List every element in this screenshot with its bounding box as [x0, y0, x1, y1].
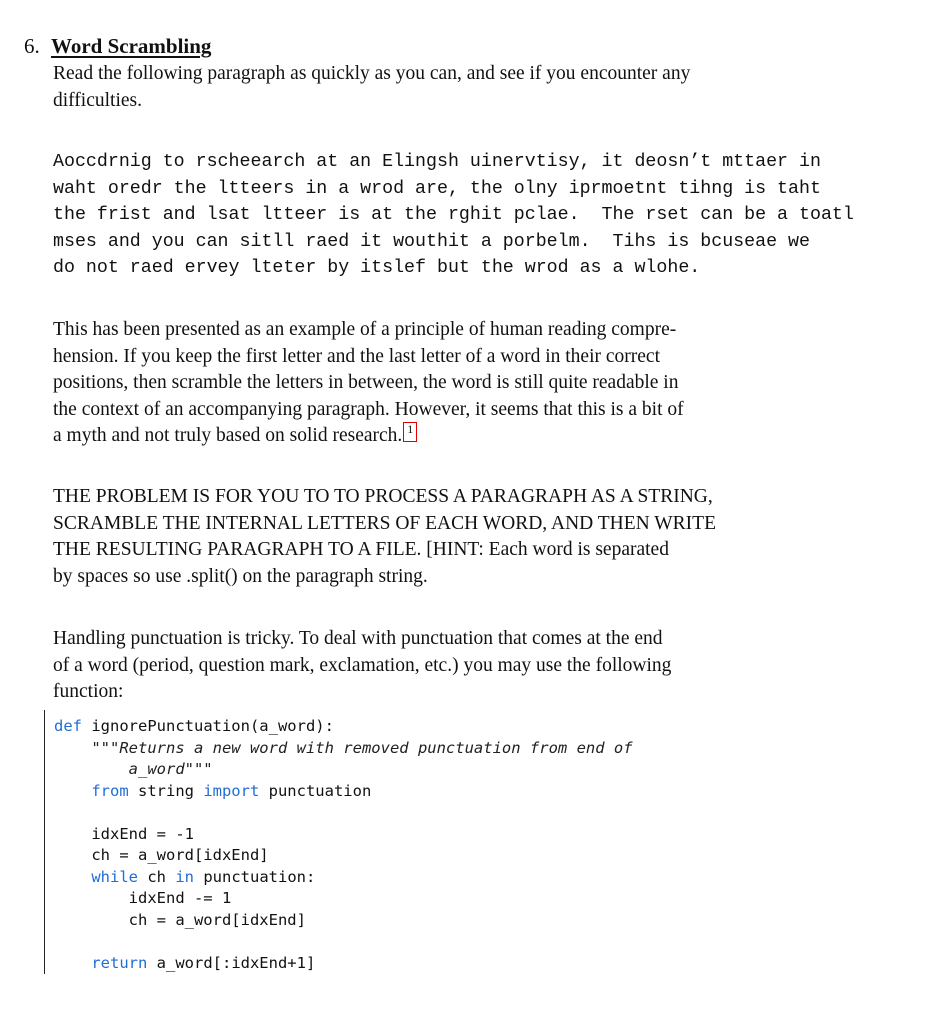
explanation-paragraph	[53, 317, 853, 450]
text-line: THE PROBLEM IS FOR YOU TO TO PROCESS A PARAGRAPH AS A STRING,	[53, 486, 713, 507]
text-line: waht oredr the ltteers in a wrod are, the olny iprmoetnt tihng is taht	[53, 178, 821, 199]
text-line: do not raed ervey lteter by itslef but the wrod as a wlohe.	[53, 258, 701, 279]
code-docstring-line: a_word"""	[54, 760, 213, 778]
code-keyword: def	[54, 717, 82, 735]
text-line: THE RESULTING PARAGRAPH TO A FILE. [HINT: Each word is separated	[53, 539, 669, 560]
code-line	[54, 781, 633, 803]
code-keyword: in	[175, 867, 194, 886]
text-line: Handling punctuation is tricky. To deal with punctuation that comes at the end	[53, 628, 663, 649]
code-line	[54, 867, 633, 889]
text-line: the frist and lsat ltteer is at the rghit pclae. The rset can be a toatl	[53, 205, 854, 226]
code-indent	[54, 954, 91, 972]
code-docstring-line: """Returns a new word with removed punctuation from end of	[54, 738, 633, 757]
code-line	[54, 953, 633, 975]
text-line-content: a myth and not truly based on solid research.	[53, 425, 403, 446]
text-line: the context of an accompanying paragraph. However, it seems that this is a bit of	[53, 398, 684, 420]
section-title: Word Scrambling	[51, 34, 212, 58]
intro-paragraph	[53, 61, 853, 114]
text-line: This has been presented as an example of a principle of human reading compre-	[53, 319, 677, 340]
code-line: idxEnd = -1	[54, 824, 194, 843]
code-keyword: from	[91, 781, 129, 800]
punctuation-paragraph	[53, 626, 853, 706]
code-line: idxEnd -= 1	[54, 889, 232, 907]
code-line: ch = a_word[idxEnd]	[54, 910, 306, 929]
text-line	[53, 423, 853, 450]
code-line: ch = a_word[idxEnd]	[54, 846, 269, 864]
text-line: Read the following paragraph as quickly as you can, and see if you encounter any	[53, 63, 691, 84]
scrambled-paragraph	[53, 149, 854, 282]
text-line: of a word (period, question mark, exclamation, etc.) you may use the following	[53, 654, 672, 676]
code-indent	[54, 868, 91, 886]
text-line: SCRAMBLE THE INTERNAL LETTERS OF EACH WORD, AND THEN WRITE	[53, 512, 716, 534]
code-blank-line	[54, 931, 633, 953]
text-line: function:	[53, 681, 124, 702]
code-text: punctuation:	[194, 867, 316, 886]
text-line: by spaces so use .split() on the paragraph string.	[53, 565, 428, 587]
code-indent	[54, 782, 91, 800]
text-line: mses and you can sitll raed it wouthit a porbelm. Tihs is bcuseae we	[53, 231, 810, 252]
code-text: ignorePunctuation(a_word):	[82, 717, 334, 735]
footnote-link[interactable]: 1	[403, 422, 417, 442]
code-text: string	[128, 781, 204, 800]
code-line	[54, 716, 633, 738]
text-line: Aoccdrnig to rscheearch at an Elingsh uinervtisy, it deosn’t mttaer in	[53, 152, 821, 172]
problem-paragraph	[53, 484, 853, 590]
code-keyword: return	[91, 953, 148, 972]
code-keyword: while	[91, 867, 138, 886]
section-number: 6.	[24, 34, 40, 58]
text-line: positions, then scramble the letters in between, the word is still quite readable in	[53, 372, 679, 393]
text-line: difficulties.	[53, 89, 142, 111]
code-text: ch	[138, 867, 176, 886]
section-heading	[24, 32, 211, 60]
code-listing	[54, 716, 633, 974]
code-text: a_word[:idxEnd+1]	[147, 953, 316, 972]
text-line: hension. If you keep the first letter and the last letter of a word in their correct	[53, 345, 660, 367]
code-blank-line	[54, 802, 633, 824]
code-keyword: import	[203, 781, 260, 800]
code-text: punctuation	[259, 781, 372, 800]
